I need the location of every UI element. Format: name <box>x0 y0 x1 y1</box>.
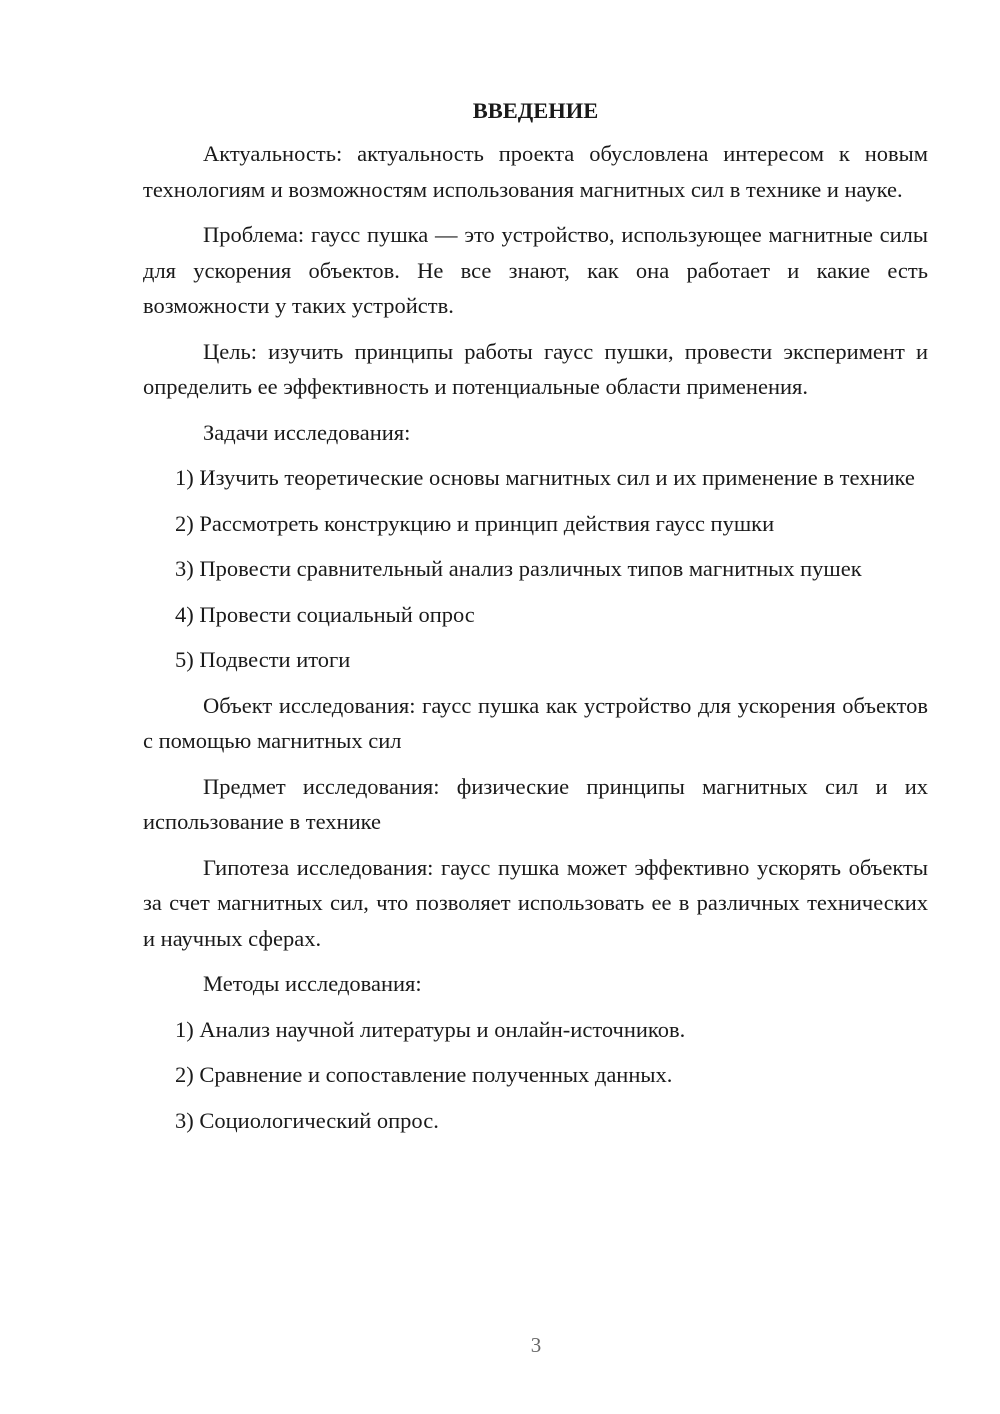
task-item: 5) Подвести итоги <box>175 647 351 672</box>
tasks-heading: Задачи исследования: <box>203 419 411 445</box>
relevance-paragraph: Актуальность: актуальность проекта обусловлена интересом к новым технологиям и возможностям использования магнитных сил в технике и науке. <box>143 141 928 202</box>
methods-heading: Методы исследования: <box>203 971 422 996</box>
object-paragraph: Объект исследования: гаусс пушка как устройство для ускорения объектов с помощью магнитных сил <box>143 692 928 753</box>
task-item: 4) Провести социальный опрос <box>175 601 475 627</box>
goal-paragraph: Цель: изучить принципы работы гаусс пушки, провести эксперимент и определить ее эффективность и потенциальные области применения. <box>143 338 928 399</box>
hypothesis-paragraph: Гипотеза исследования: гаусс пушка может эффективно ускорять объекты за счет магнитных сил, что позволяет использовать ее в различных технических и научных сферах. <box>143 854 928 951</box>
task-item: 1) Изучить теоретические основы магнитных сил и их применение в технике <box>175 465 915 490</box>
page-number: 3 <box>530 1333 542 1357</box>
task-item: 2) Рассмотреть конструкцию и принцип действия гаусс пушки <box>175 510 775 536</box>
task-item: 3) Провести сравнительный анализ различных типов магнитных пушек <box>175 556 862 581</box>
problem-paragraph: Проблема: гаусс пушка — это устройство, использующее магнитные силы для ускорения объектов. Не все знают, как она работает и какие есть возможности у таких устройств. <box>143 222 928 318</box>
method-item: 2) Сравнение и сопоставление полученных данных. <box>175 1062 673 1087</box>
subject-paragraph: Предмет исследования: физические принципы магнитных сил и их использование в технике <box>143 773 928 834</box>
document-page <box>143 96 928 1148</box>
method-item: 1) Анализ научной литературы и онлайн-источников. <box>175 1016 686 1042</box>
section-title: ВВЕДЕНИЕ <box>472 98 599 123</box>
method-item: 3) Социологический опрос. <box>175 1107 439 1133</box>
